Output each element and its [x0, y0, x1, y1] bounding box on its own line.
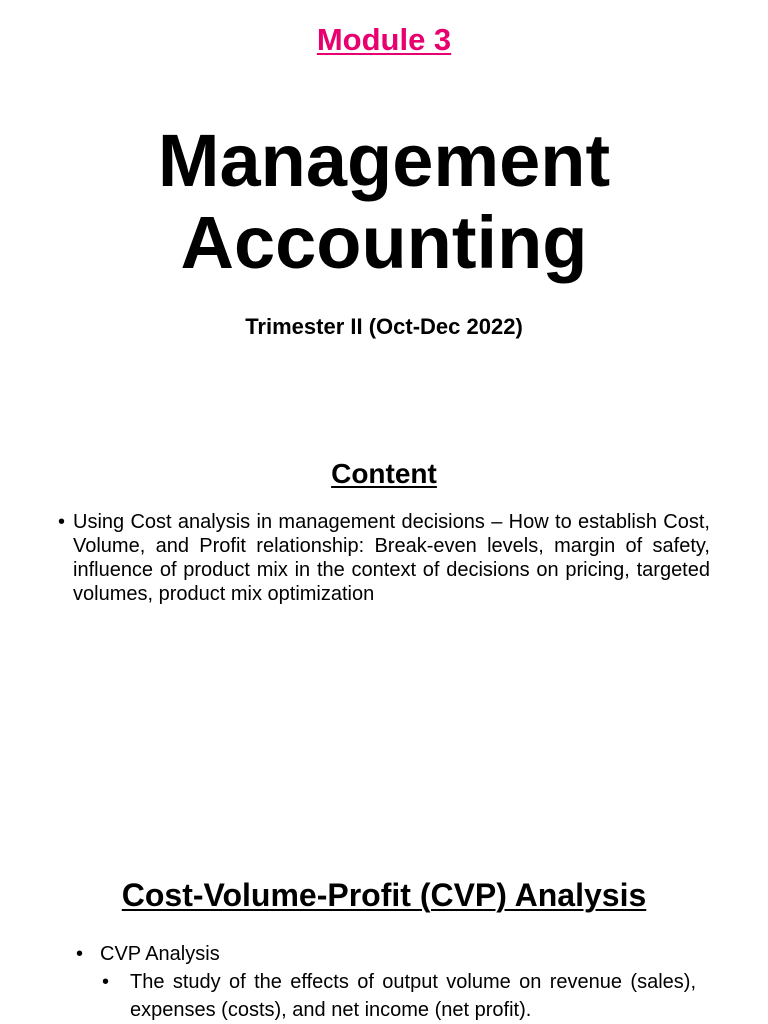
cvp-list-item-text: CVP Analysis — [100, 943, 220, 965]
content-heading: Content — [331, 458, 437, 489]
bullet-icon: • — [102, 971, 110, 993]
bullet-icon: • — [76, 943, 84, 965]
content-paragraph — [58, 510, 710, 606]
bullet-icon: • — [58, 511, 66, 533]
module-label: Module 3 — [316, 22, 452, 57]
main-title — [0, 120, 768, 284]
trimester-subtitle: Trimester II (Oct-Dec 2022) — [245, 314, 523, 339]
cvp-heading: Cost-Volume-Profit (CVP) Analysis — [121, 877, 647, 913]
cvp-sub-item-text: The study of the effects of output volume on revenue (sales), expenses (costs), and net income (net profit). — [130, 971, 696, 1021]
cvp-list — [76, 940, 696, 1024]
main-title-line-1: Management — [157, 119, 611, 202]
content-paragraph-text: Using Cost analysis in management decisions – How to establish Cost, Volume, and Profit relationship: Break-even levels, margin of safety, influence of product mix in the context of decisions on pricing, targeted volumes, product mix optimization — [73, 511, 710, 605]
cvp-list-item — [76, 940, 696, 968]
cvp-sub-item — [102, 968, 696, 1024]
main-title-line-2: Accounting — [180, 201, 588, 284]
